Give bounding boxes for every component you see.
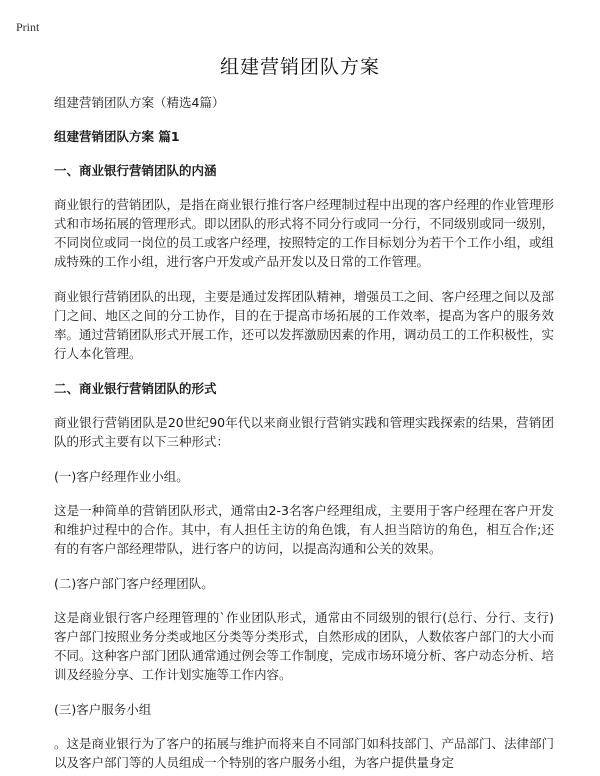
paragraph: 商业银行的营销团队，是指在商业银行推行客户经理制过程中出现的客户经理的作业管理形式和市场拓展的管理形式。即以团队的形式将不同分行或同一分行，不同级别或同一级别，不同岗位或同一岗位的员工或客户经理，按照特定的工作目标划分为若干个工作小组，或组成特殊的工作小组，进行客户开发或产品开发以及日常的工作管理。 xyxy=(54,197,555,269)
paragraph: 这是商业银行客户经理管理的`作业团队形式，通常由不同级别的银行(总行、分行、支行)客户部门按照业务分类或地区分类等分类形式，自然形成的团队，人数依客户部门的大小而不同。这种客户部门团队通常通过例会等工作制度，完成市场环境分析、客户动态分析、培训及经验分享、工作计划实施等工作内容。 xyxy=(54,610,555,682)
paragraph: 这是一种简单的营销团队形式，通常由2-3名客户经理组成，主要用于客户经理在客户开发和维护过程中的合作。其中，有人担任主访的角色饿，有人担当陪访的角色，相互合作;还有的有客户部经理带队，进行客户的访问，以提高沟通和公关的效果。 xyxy=(54,503,554,556)
list-item-label: (二)客户部门客户经理团队。 xyxy=(54,576,214,591)
section-heading-2: 二、商业银行营销团队的形式 xyxy=(54,381,217,396)
section-heading-1: 一、商业银行营销团队的内涵 xyxy=(54,163,217,178)
list-item-label: (三)客户服务小组 xyxy=(54,702,152,717)
list-item-label: (一)客户经理作业小组。 xyxy=(54,469,189,484)
document-title: 组建营销团队方案 xyxy=(219,56,380,78)
print-label[interactable]: Print xyxy=(16,20,40,34)
paragraph: 商业银行营销团队的出现，主要是通过发挥团队精神，增强员工之间、客户经理之间以及部门之间、地区之间的分工协作，目的在于提高市场拓展的工作效率，提高为客户的服务效率。通过营销团队形式开展工作，还可以发挥激励因素的作用，调动员工的工作积极性，实行人本化管理。 xyxy=(54,289,555,361)
document-body xyxy=(54,93,554,776)
paragraph: 。这是商业银行为了客户的拓展与维护而将来自不同部门如科技部门、产品部门、法律部门以及客户部门等的人员组成一个特别的客户服务小组，为客户提供量身定 xyxy=(54,736,555,770)
paragraph: 商业银行营销团队是20世纪90年代以来商业银行营销实践和管理实践探索的结果，营销团队的形式主要有以下三种形式： xyxy=(54,415,554,449)
article-heading: 组建营销团队方案 篇1 xyxy=(54,129,180,144)
document-subtitle: 组建营销团队方案（精选4篇） xyxy=(54,95,225,110)
